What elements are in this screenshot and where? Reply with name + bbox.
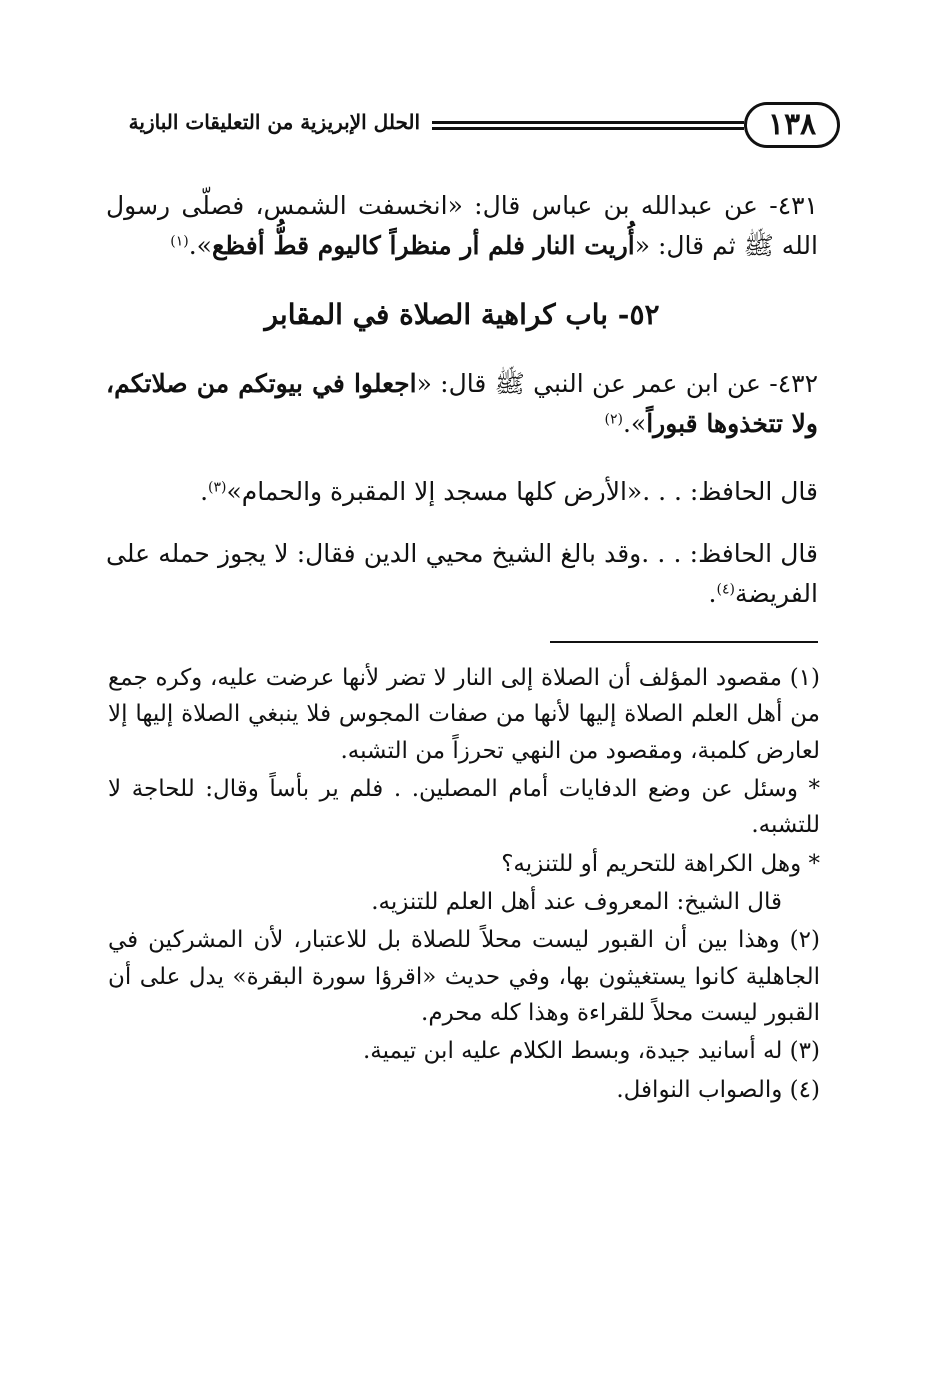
asterisk-icon: * xyxy=(808,775,820,802)
footnote-text: وسئل عن وضع الدفايات أمام المصلين. . فلم ير بأساً وقال: للحاجة لا للتشبه. xyxy=(108,775,820,839)
footnote-1-note-c xyxy=(108,884,820,920)
footnote-ref-4[interactable]: (٤) xyxy=(716,581,735,598)
hadith-432-bold: اجعلوا في بيوتكم من صلاتكم، ولا تتخذوها قبوراً xyxy=(106,369,818,438)
hafiz-quote-1-text: قال الحافظ: . . .«الأرض كلها مسجد إلا المقبرة والحمام» xyxy=(226,477,818,506)
hadith-432-text: ٤٣٢- عن ابن عمر عن النبي ﷺ قال: « xyxy=(416,369,819,398)
hafiz-quote-1-period: . xyxy=(200,477,209,506)
footnote-text: وهذا بين أن القبور ليست محلاً للصلاة بل للاعتبار، لأن المشركين في الجاهلية كانوا يستغيثون بها، وفي حديث «اقرؤا سورة البقرة» يدل على أن القبور ليست محلاً للقراءة وهذا كله محرم. xyxy=(108,927,820,1026)
footnote-ref-3[interactable]: (٣) xyxy=(208,479,227,496)
footnote-text: له أسانيد جيدة، وبسط الكلام عليه ابن تيمية. xyxy=(363,1038,783,1065)
footnote-3 xyxy=(108,1033,820,1069)
footnote-text: وهل الكراهة للتحريم أو للتنزيه؟ xyxy=(501,850,802,877)
header-double-rule xyxy=(432,121,744,131)
footnote-ref-1[interactable]: (١) xyxy=(170,233,189,250)
footnote-separator xyxy=(550,641,818,643)
footnote-label: (٢) xyxy=(789,927,820,954)
footnote-text: والصواب النوافل. xyxy=(616,1076,783,1103)
page-number: ١٣٨ xyxy=(744,102,840,148)
page-header xyxy=(100,96,840,158)
hadith-432-close-quote: ». xyxy=(622,409,647,438)
asterisk-icon: * xyxy=(808,850,820,877)
footnote-2 xyxy=(108,922,820,1031)
footnote-1-note-b xyxy=(108,846,820,882)
hafiz-quote-1 xyxy=(106,472,818,512)
hafiz-quote-2-text: قال الحافظ: . . .وقد بالغ الشيخ محيي الدين فقال: لا يجوز حمله على الفريضة xyxy=(106,539,818,608)
footnote-text: قال الشيخ: المعروف عند أهل العلم للتنزيه. xyxy=(371,888,782,915)
footnote-label: (١) xyxy=(789,665,821,691)
footnote-label: (٤) xyxy=(789,1076,820,1103)
hadith-431 xyxy=(106,186,818,266)
footnote-1-note-a xyxy=(108,771,820,844)
hadith-432 xyxy=(106,364,818,444)
hafiz-quote-2 xyxy=(106,534,818,614)
footnote-ref-2[interactable]: (٢) xyxy=(604,411,623,428)
hadith-431-bold: أُريت النار فلم أر منظراً كاليوم قطُّ أفظع xyxy=(211,231,635,260)
footnote-label: (٣) xyxy=(789,1038,820,1065)
footnote-text: مقصود المؤلف أن الصلاة إلى النار لا تضر لأنها عرضت عليه، وكره جمع من أهل العلم الصلاة إليها لأنها من صفات المجوس فلا ينبغي الصلاة إليها إلا لعارض كلمبة، ومقصود من النهي تحرزاً من التشبه. xyxy=(108,665,820,764)
footnotes-section xyxy=(108,660,820,1110)
footnote-4 xyxy=(108,1072,820,1108)
chapter-title: ٥٢- باب كراهية الصلاة في المقابر xyxy=(264,298,660,331)
hafiz-quote-2-period: . xyxy=(708,579,717,608)
hadith-431-text: ٤٣١- عن عبدالله بن عباس قال: «انخسفت الشمس، فصلّى رسول الله ﷺ ثم قال: « xyxy=(106,191,818,260)
footnote-1 xyxy=(108,660,820,769)
hadith-431-close-quote: ». xyxy=(188,231,212,260)
running-book-title: الحلل الإبريزية من التعليقات البازية xyxy=(128,110,420,134)
